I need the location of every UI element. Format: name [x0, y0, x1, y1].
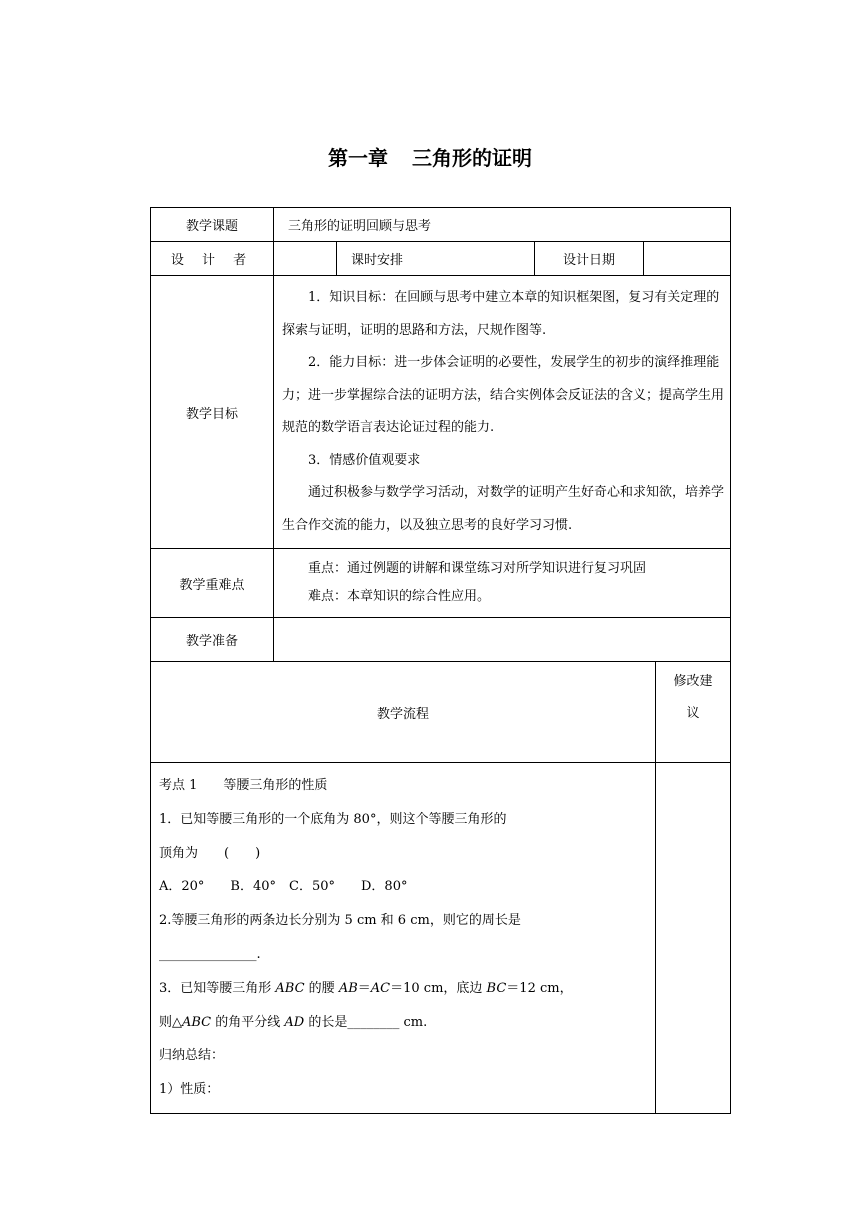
q3-line2: 则△ABC 的角平分线 AD 的长是________ cm.: [159, 1014, 428, 1030]
goal-emotion-heading: 3．情感价值观要求: [308, 452, 421, 468]
goal-emotion: 通过积极参与数学学习活动，对数学的证明产生好奇心和求知欲，培养学生合作交流的能力，以及独立思考的良好学习习惯.: [282, 485, 725, 533]
keypoints-label: 教学重难点: [151, 549, 274, 618]
flow-label: 教学流程: [151, 662, 656, 763]
q1-line2: 顶角为 ( ): [159, 845, 261, 861]
date-label: 设计日期: [535, 242, 644, 276]
goals-label: 教学目标: [151, 276, 274, 549]
goal-ability: 2．能力目标：进一步体会证明的必要性，发展学生的初步的演绎推理能力；进一步掌握综合法的证明方法，结合实例体会反证法的含义；提高学生用规范的数学语言表达论证过程的能力.: [282, 355, 725, 435]
prep-row: [151, 618, 731, 662]
suggest-label: [656, 662, 731, 763]
goals-content: [274, 276, 731, 549]
suggest-label-line2: 议: [686, 706, 700, 721]
lesson-plan-table: [150, 207, 731, 1114]
keypoints-content: [274, 549, 731, 618]
keypoints-row: [151, 549, 731, 618]
suggest-content: [656, 763, 731, 1114]
chapter-name: 三角形的证明: [412, 146, 532, 170]
topic-row: [151, 208, 731, 242]
hours-label: 课时安排: [337, 242, 535, 276]
summary-heading: 归纳总结：: [159, 1048, 225, 1064]
q2-line2: _______________.: [159, 946, 261, 962]
difficult-point: 难点：本章知识的综合性应用。: [308, 589, 491, 604]
designer-value: [274, 242, 337, 276]
date-value: [644, 242, 731, 276]
flow-header-row: [151, 662, 731, 763]
q1-line1: 1．已知等腰三角形的一个底角为 80°，则这个等腰三角形的: [159, 811, 507, 827]
designer-row: [151, 242, 731, 276]
page-title: [0, 142, 860, 171]
key-point: 重点：通过例题的讲解和课堂练习对所学知识进行复习巩固: [308, 561, 647, 576]
goals-row: [151, 276, 731, 549]
goal-knowledge: 1．知识目标：在回顾与思考中建立本章的知识框架图，复习有关定理的探索与证明，证明的思路和方法，尺规作图等.: [282, 290, 720, 338]
topic-value: 三角形的证明回顾与思考: [274, 208, 731, 242]
topic-label: 教学课题: [151, 208, 274, 242]
prep-value: [274, 618, 731, 662]
flow-content-row: [151, 763, 731, 1114]
q2-line1: 2.等腰三角形的两条边长分别为 5 cm 和 6 cm，则它的周长是: [159, 913, 521, 929]
q3-line1: 3．已知等腰三角形 ABC 的腰 AB＝AC＝10 cm，底边 BC＝12 cm，: [159, 980, 573, 996]
q1-options: A．20° B．40° C．50° D．80°: [159, 879, 408, 895]
prep-label: 教学准备: [151, 618, 274, 662]
suggest-label-line1: 修改建: [673, 674, 713, 689]
flow-content: [151, 763, 656, 1114]
property-heading: 1）性质：: [159, 1082, 220, 1098]
kaodian-heading: 考点 1 等腰三角形的性质: [159, 778, 328, 793]
designer-label: 设 计 者: [151, 242, 274, 276]
chapter-number: 第一章: [328, 146, 388, 170]
